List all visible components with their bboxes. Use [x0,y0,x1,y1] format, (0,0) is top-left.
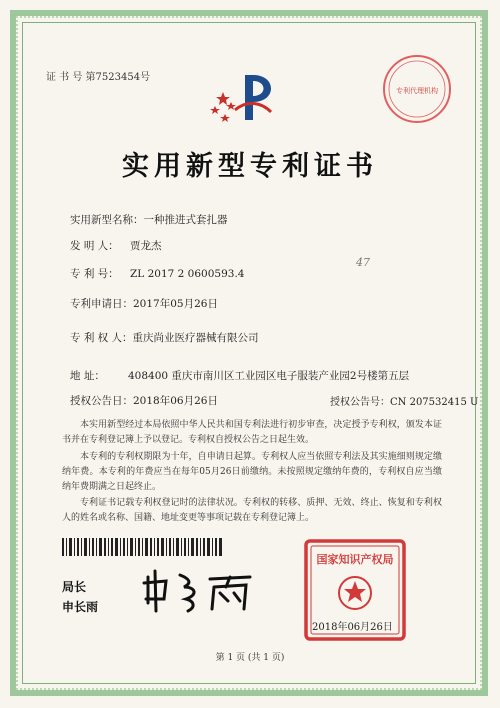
signature-title: 局长 [62,580,87,594]
inventor-value: 贾龙杰 [130,240,162,252]
paragraph-1: 本实用新型经过本局依照中华人民共和国专利法进行初步审查，决定授予专利权，颁发本证书并在专利登记簿上予以登记。专利权自授权公告之日起生效。 [62,420,442,445]
address-field [70,368,105,383]
patent-holder-value: 重庆尚业医疗器械有限公司 [132,332,259,344]
agency-seal-icon [380,52,454,126]
paragraph-3: 专利证书记载专利权登记时的法律状况。专利权的转移、质押、无效、终止、恢复和专利权人的姓名或名称、国籍、地址变更等事项记载在专利登记簿上。 [62,498,442,523]
certificate-title: 实用新型专利证书 [122,151,378,182]
patent-number-field [70,266,244,281]
paragraph-2: 本专利的专利权期限为十年，自申请日起算。专利权人应当依照专利法及其实施细则规定缴纳年费。本专利的年费应当在每年05月26日前缴纳。未按照规定缴纳年费的，专利权自应当缴纳年费期满之日起终止。 [62,452,442,492]
patent-number-value: ZL 2017 2 0600593.4 [130,268,245,280]
certificate-number: 证 书 号 第7523454号 [46,72,151,83]
handwritten-signature-icon [140,565,260,615]
inventor-label: 发 明 人： [70,240,119,252]
application-date-value: 2017年05月26日 [133,298,218,310]
barcode-icon [62,538,222,556]
grant-date-label: 授权公告日： [70,395,133,407]
seal-text: 国家知识产权局 [316,553,394,566]
handwritten-note: 47 [356,256,370,269]
address-label: 地 址： [70,370,105,382]
patent-holder-label: 专 利 权 人： [70,332,133,344]
seal-date: 2018年06月26日 [312,622,393,633]
sipo-logo-icon [205,70,285,130]
application-date-label: 专利申请日： [70,298,133,310]
grant-date-value: 2018年06月26日 [133,395,218,407]
name-value: 一种推进式套扎器 [143,214,228,226]
name-field [70,212,228,227]
grant-number-label: 授权公告号： [330,397,390,408]
application-date-field [70,296,218,311]
inventor-field [70,238,162,253]
name-label: 实用新型名称： [70,214,144,226]
grant-date-field [70,393,218,408]
grant-number-value: CN 207532415 U [390,397,479,408]
signature-name: 申长雨 [62,600,99,614]
patent-holder-field [70,330,259,345]
page-footer: 第 1 页 (共 1 页) [215,653,285,663]
small-seal-text: 专利代理机构 [396,87,438,95]
address-value: 408400 重庆市南川区工业园区电子服装产业园2号楼第五层 [128,370,410,382]
patent-number-label: 专 利 号： [70,268,119,280]
grant-number-field [330,393,478,408]
